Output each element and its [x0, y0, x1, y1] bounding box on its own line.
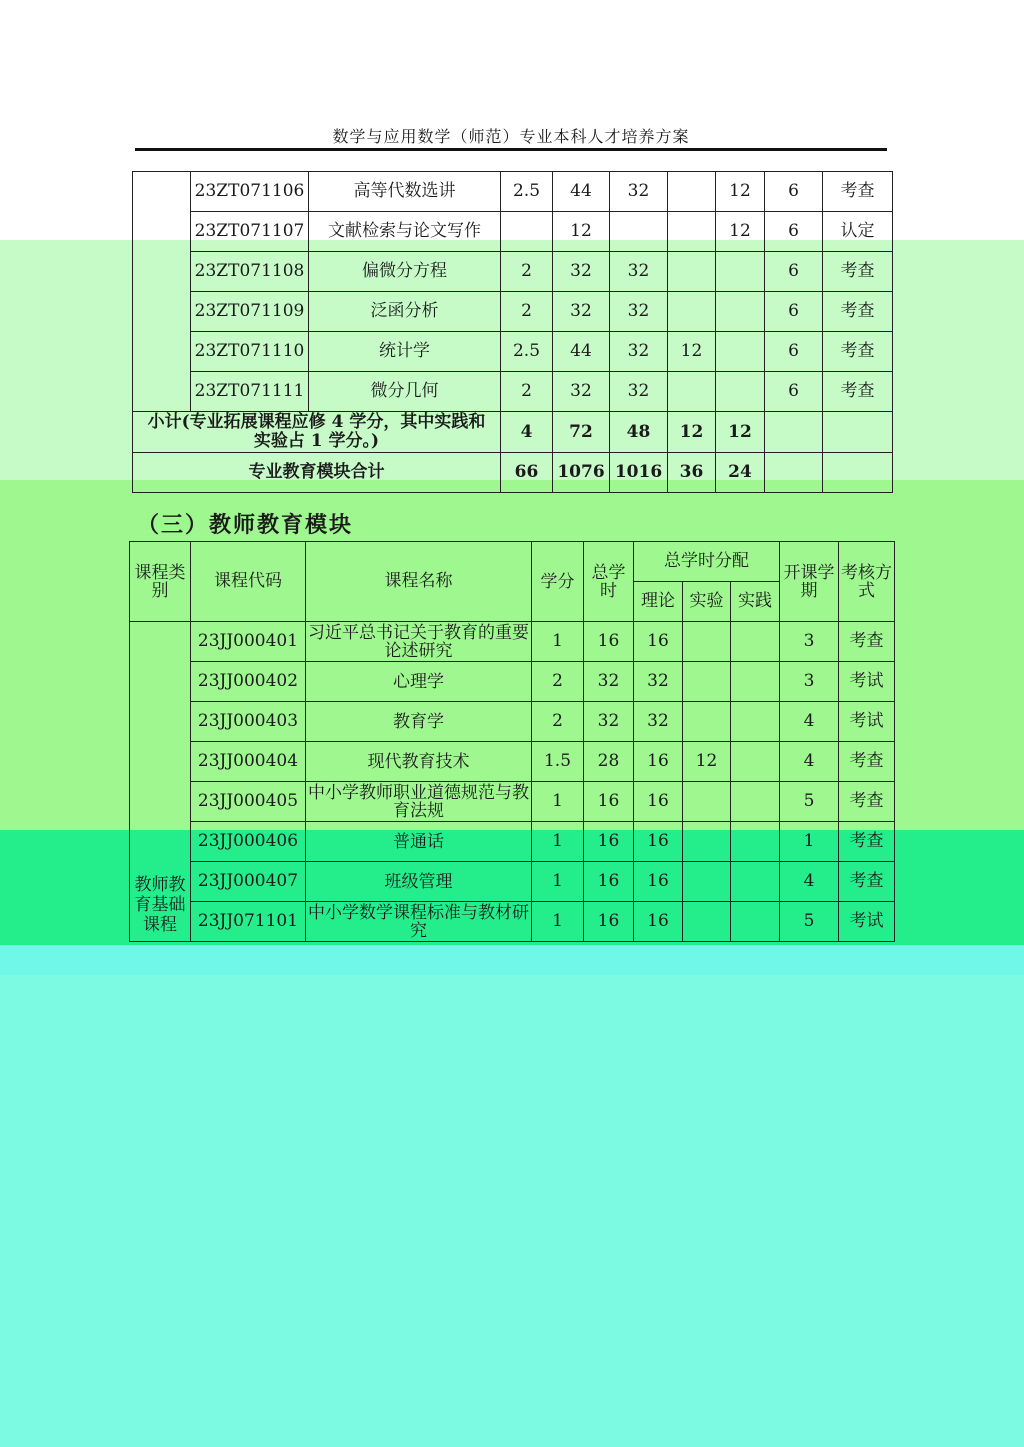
- subtotal-lab: 12: [668, 412, 716, 453]
- cell-credits: 2: [501, 372, 553, 412]
- cell-assess: 考试: [839, 702, 895, 742]
- cell-practice: [731, 902, 780, 942]
- table-row: [133, 292, 893, 332]
- cell-code: 23JJ000401: [191, 622, 306, 662]
- cell-theory: 16: [634, 622, 683, 662]
- cell-hours: 16: [584, 622, 634, 662]
- cell-lab: [683, 702, 731, 742]
- header-assess: 考核方式: [839, 542, 895, 622]
- table-row: [133, 252, 893, 292]
- cell-practice: [716, 292, 765, 332]
- cell-assess: 考查: [839, 782, 895, 822]
- cell-name: 中小学教师职业道德规范与教育法规: [306, 782, 532, 822]
- cell-credits: 1: [532, 822, 584, 862]
- header-term: 开课学期: [780, 542, 839, 622]
- table-row: [130, 622, 895, 662]
- cell-lab: [668, 172, 716, 212]
- cell-term: 6: [765, 172, 823, 212]
- cell-hours: 16: [584, 862, 634, 902]
- total-assess-empty: [823, 453, 893, 493]
- table-row: [133, 332, 893, 372]
- cell-term: 4: [780, 742, 839, 782]
- cell-code: 23JJ000402: [191, 662, 306, 702]
- cell-practice: [731, 662, 780, 702]
- table-row: [130, 822, 895, 862]
- header-lab: 实验: [683, 582, 731, 622]
- cell-code: 23JJ000405: [191, 782, 306, 822]
- total-credits: 66: [501, 453, 553, 493]
- cell-term: 3: [780, 622, 839, 662]
- cell-name: 中小学数学课程标准与教材研究: [306, 902, 532, 942]
- cell-term: 6: [765, 372, 823, 412]
- professional-course-table: [132, 171, 893, 493]
- category-cell-empty: [133, 172, 191, 412]
- subtotal-label: [133, 412, 501, 453]
- cell-term: 6: [765, 292, 823, 332]
- cell-code: 23JJ000403: [191, 702, 306, 742]
- table-row: [130, 902, 895, 942]
- cell-hours: 44: [553, 332, 610, 372]
- cell-term: 4: [780, 702, 839, 742]
- cell-term: 5: [780, 782, 839, 822]
- cell-practice: [731, 822, 780, 862]
- cell-assess: 考查: [823, 292, 893, 332]
- cell-term: 6: [765, 332, 823, 372]
- cell-name: 普通话: [306, 822, 532, 862]
- cell-practice: [716, 252, 765, 292]
- subtotal-practice: 12: [716, 412, 765, 453]
- table-row: [130, 742, 895, 782]
- cell-assess: 考试: [839, 902, 895, 942]
- cell-theory: 16: [634, 822, 683, 862]
- cell-practice: [716, 332, 765, 372]
- cell-hours: 44: [553, 172, 610, 212]
- cell-term: 3: [780, 662, 839, 702]
- cell-term: 6: [765, 252, 823, 292]
- subtotal-credits: 4: [501, 412, 553, 453]
- cell-lab: [683, 862, 731, 902]
- cell-theory: 32: [610, 332, 668, 372]
- total-practice: 24: [716, 453, 765, 493]
- table-row: [130, 862, 895, 902]
- cell-credits: 2.5: [501, 172, 553, 212]
- cell-credits: [501, 212, 553, 252]
- cell-theory: 16: [634, 742, 683, 782]
- cell-hours: 32: [584, 702, 634, 742]
- cell-assess: 考查: [839, 622, 895, 662]
- cell-assess: 考查: [839, 822, 895, 862]
- cell-code: 23JJ000407: [191, 862, 306, 902]
- cell-theory: [610, 212, 668, 252]
- total-lab: 36: [668, 453, 716, 493]
- cell-credits: 2: [532, 662, 584, 702]
- cell-lab: [668, 372, 716, 412]
- cell-credits: 1: [532, 862, 584, 902]
- header-code: 课程代码: [191, 542, 306, 622]
- cell-name: 教育学: [306, 702, 532, 742]
- cell-practice: [731, 702, 780, 742]
- cell-term: 1: [780, 822, 839, 862]
- total-label: 专业教育模块合计: [133, 453, 501, 493]
- cell-theory: 32: [610, 172, 668, 212]
- cell-hours: 16: [584, 782, 634, 822]
- header-hours: 总学时: [584, 542, 634, 622]
- cell-lab: [683, 902, 731, 942]
- cell-credits: 1: [532, 782, 584, 822]
- cell-assess: 认定: [823, 212, 893, 252]
- cell-name: 文献检索与论文写作: [309, 212, 501, 252]
- subtotal-hours: 72: [553, 412, 610, 453]
- cell-lab: [683, 782, 731, 822]
- cell-theory: 16: [634, 782, 683, 822]
- cell-credits: 2: [501, 292, 553, 332]
- cell-assess: 考查: [839, 862, 895, 902]
- cell-code: 23ZT071110: [191, 332, 309, 372]
- cell-code: 23ZT071109: [191, 292, 309, 332]
- cell-code: 23JJ071101: [191, 902, 306, 942]
- table-row: [130, 702, 895, 742]
- subtotal-assess-empty: [823, 412, 893, 453]
- cell-hours: 32: [553, 372, 610, 412]
- cell-lab: [668, 252, 716, 292]
- table-row: [133, 372, 893, 412]
- table-row: [130, 662, 895, 702]
- table-row: [130, 782, 895, 822]
- cell-code: 23ZT071106: [191, 172, 309, 212]
- cell-theory: 32: [634, 662, 683, 702]
- cell-theory: 16: [634, 862, 683, 902]
- cell-assess: 考查: [823, 172, 893, 212]
- cell-lab: [683, 622, 731, 662]
- cell-practice: [731, 622, 780, 662]
- header-distribution: 总学时分配: [634, 542, 780, 582]
- header-category: 课程类别: [130, 542, 191, 622]
- cell-theory: 32: [610, 292, 668, 332]
- cell-term: 4: [780, 862, 839, 902]
- cell-name: 心理学: [306, 662, 532, 702]
- cell-assess: 考查: [823, 332, 893, 372]
- category-cell: 教师教育基础课程: [130, 622, 191, 942]
- cell-name: 偏微分方程: [309, 252, 501, 292]
- cell-credits: 2.5: [501, 332, 553, 372]
- total-hours: 1076: [553, 453, 610, 493]
- cell-code: 23ZT071107: [191, 212, 309, 252]
- cell-credits: 1: [532, 902, 584, 942]
- cell-assess: 考查: [839, 742, 895, 782]
- total-theory: 1016: [610, 453, 668, 493]
- cell-hours: 32: [553, 292, 610, 332]
- subtotal-theory: 48: [610, 412, 668, 453]
- cell-name: 班级管理: [306, 862, 532, 902]
- cell-credits: 2: [532, 702, 584, 742]
- cell-lab: [668, 212, 716, 252]
- cell-name: 统计学: [309, 332, 501, 372]
- cell-practice: [731, 782, 780, 822]
- subtotal-term-empty: [765, 412, 823, 453]
- cell-practice: 12: [716, 172, 765, 212]
- cell-credits: 1: [532, 622, 584, 662]
- teacher-education-table: [129, 541, 895, 942]
- header-theory: 理论: [634, 582, 683, 622]
- cell-theory: 32: [610, 372, 668, 412]
- cell-hours: 28: [584, 742, 634, 782]
- cell-hours: 16: [584, 902, 634, 942]
- cell-practice: 12: [716, 212, 765, 252]
- cell-credits: 1.5: [532, 742, 584, 782]
- cell-code: 23JJ000404: [191, 742, 306, 782]
- cell-term: 6: [765, 212, 823, 252]
- cell-practice: [731, 742, 780, 782]
- page-header-title: 数学与应用数学（师范）专业本科人才培养方案: [332, 127, 690, 146]
- cell-code: 23ZT071111: [191, 372, 309, 412]
- cell-theory: 16: [634, 902, 683, 942]
- cell-theory: 32: [610, 252, 668, 292]
- subtotal-row: [133, 412, 893, 453]
- cell-assess: 考查: [823, 252, 893, 292]
- cell-lab: [668, 292, 716, 332]
- cell-practice: [731, 862, 780, 902]
- cell-name: 习近平总书记关于教育的重要论述研究: [306, 622, 532, 662]
- cell-credits: 2: [501, 252, 553, 292]
- cell-name: 泛函分析: [309, 292, 501, 332]
- header-name: 课程名称: [306, 542, 532, 622]
- cell-assess: 考查: [823, 372, 893, 412]
- cell-lab: 12: [668, 332, 716, 372]
- cell-practice: [716, 372, 765, 412]
- total-term-empty: [765, 453, 823, 493]
- section-title: （三）教师教育模块: [137, 512, 354, 538]
- cell-lab: [683, 662, 731, 702]
- cell-name: 微分几何: [309, 372, 501, 412]
- cell-lab: 12: [683, 742, 731, 782]
- cell-code: 23JJ000406: [191, 822, 306, 862]
- cell-code: 23ZT071108: [191, 252, 309, 292]
- cell-term: 5: [780, 902, 839, 942]
- total-row: [133, 453, 893, 493]
- cell-hours: 32: [584, 662, 634, 702]
- cell-name: 高等代数选讲: [309, 172, 501, 212]
- cell-hours: 16: [584, 822, 634, 862]
- cell-assess: 考试: [839, 662, 895, 702]
- cell-hours: 12: [553, 212, 610, 252]
- subtotal-label-line1: 小计(专业拓展课程应修 4 学分，其中实践和: [147, 412, 486, 432]
- header-credits: 学分: [532, 542, 584, 622]
- header-practice: 实践: [731, 582, 780, 622]
- table-row: [133, 212, 893, 252]
- cell-theory: 32: [634, 702, 683, 742]
- header-double-rule: [135, 148, 887, 151]
- cell-hours: 32: [553, 252, 610, 292]
- cell-name: 现代教育技术: [306, 742, 532, 782]
- table-row: [133, 172, 893, 212]
- subtotal-label-line2: 实验占 1 学分。): [253, 431, 380, 451]
- cell-lab: [683, 822, 731, 862]
